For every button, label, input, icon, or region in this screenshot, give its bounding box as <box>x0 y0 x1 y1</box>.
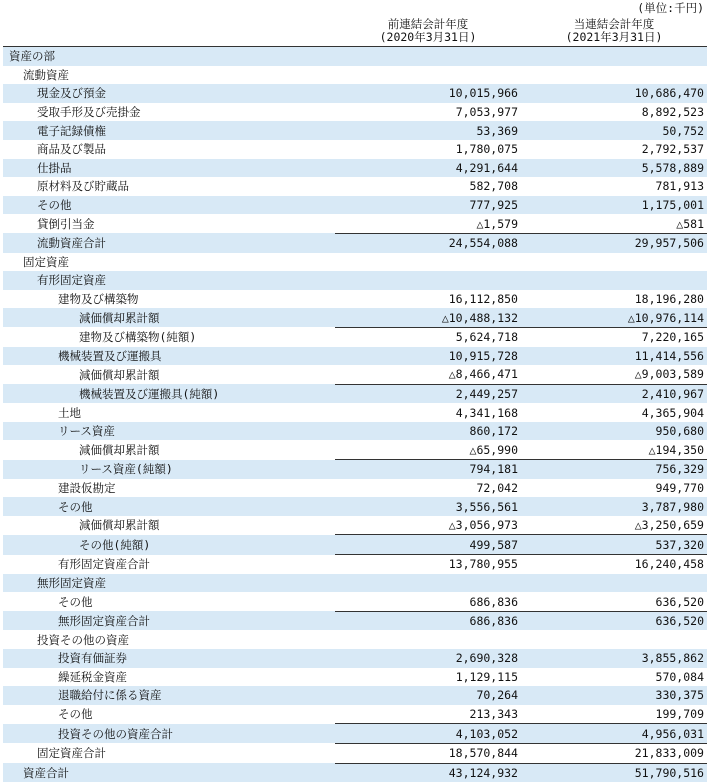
prior-year-value: 2,690,328 <box>335 649 521 668</box>
label-column-header <box>3 16 335 47</box>
prior-year-value: 1,780,075 <box>335 140 521 159</box>
table-row <box>3 253 707 272</box>
table-row <box>3 460 707 479</box>
current-year-value: 7,220,165 <box>521 327 707 346</box>
prior-year-value: 10,915,728 <box>335 347 521 366</box>
table-row <box>3 630 707 649</box>
row-label: 受取手形及び売掛金 <box>3 103 335 122</box>
row-label: 資産の部 <box>3 47 335 66</box>
row-label: 流動資産合計 <box>3 233 335 252</box>
table-row <box>3 724 707 744</box>
current-year-value: 570,084 <box>521 668 707 687</box>
prior-year-value: 70,264 <box>335 686 521 705</box>
prior-year-value: 18,570,844 <box>335 743 521 763</box>
row-label: 減価償却累計額 <box>3 308 335 327</box>
row-label: 有形固定資産合計 <box>3 555 335 574</box>
prior-year-value: 1,129,115 <box>335 668 521 687</box>
current-year-value: 3,855,862 <box>521 649 707 668</box>
table-row <box>3 497 707 516</box>
prior-year-value: 53,369 <box>335 121 521 140</box>
current-year-value: 8,892,523 <box>521 103 707 122</box>
prior-year-value: 72,042 <box>335 479 521 498</box>
row-label: 電子記録債権 <box>3 121 335 140</box>
table-row <box>3 103 707 122</box>
prior-year-value: 3,556,561 <box>335 497 521 516</box>
row-label: その他 <box>3 196 335 215</box>
current-year-value: 16,240,458 <box>521 555 707 574</box>
row-label: 資産合計 <box>3 763 335 782</box>
current-year-value <box>521 271 707 290</box>
current-year-value: 4,956,031 <box>521 724 707 744</box>
current-year-value: 949,770 <box>521 479 707 498</box>
table-row <box>3 705 707 724</box>
row-label: 有形固定資産 <box>3 271 335 290</box>
table-row <box>3 440 707 459</box>
table-row <box>3 159 707 178</box>
table-row <box>3 290 707 309</box>
current-year-value: △3,250,659 <box>521 516 707 535</box>
current-year-value: 4,365,904 <box>521 403 707 422</box>
table-row <box>3 574 707 593</box>
current-year-value: 330,375 <box>521 686 707 705</box>
row-label: その他 <box>3 705 335 724</box>
prior-year-date: (2020年3月31日) <box>335 31 521 44</box>
row-label: 土地 <box>3 403 335 422</box>
current-year-value: 199,709 <box>521 705 707 724</box>
row-label: 減価償却累計額 <box>3 516 335 535</box>
prior-year-value: 686,836 <box>335 611 521 630</box>
row-label: 減価償却累計額 <box>3 365 335 384</box>
current-year-value <box>521 630 707 649</box>
prior-year-value: △65,990 <box>335 440 521 459</box>
current-year-value: △581 <box>521 214 707 233</box>
row-label: 投資その他の資産 <box>3 630 335 649</box>
row-label: 建物及び構築物 <box>3 290 335 309</box>
table-row <box>3 140 707 159</box>
current-year-value: 2,792,537 <box>521 140 707 159</box>
prior-year-value <box>335 253 521 272</box>
current-year-value: △10,976,114 <box>521 308 707 327</box>
prior-year-value: 43,124,932 <box>335 763 521 782</box>
current-year-value: 636,520 <box>521 592 707 611</box>
current-year-value: 3,787,980 <box>521 497 707 516</box>
current-year-date: (2021年3月31日) <box>521 31 707 44</box>
prior-year-title: 前連結会計年度 <box>335 18 521 31</box>
table-row <box>3 47 707 66</box>
prior-year-value: 213,343 <box>335 705 521 724</box>
row-label: 固定資産合計 <box>3 743 335 763</box>
current-year-value <box>521 47 707 66</box>
table-row <box>3 403 707 422</box>
row-label: 仕掛品 <box>3 159 335 178</box>
current-year-title: 当連結会計年度 <box>521 18 707 31</box>
row-label: 建設仮勘定 <box>3 479 335 498</box>
table-row <box>3 535 707 555</box>
table-row <box>3 196 707 215</box>
current-year-value: 950,680 <box>521 422 707 441</box>
table-row <box>3 555 707 574</box>
table-row <box>3 422 707 441</box>
prior-year-value <box>335 271 521 290</box>
current-year-value: 10,686,470 <box>521 84 707 103</box>
current-year-value: 51,790,516 <box>521 763 707 782</box>
prior-year-value: 13,780,955 <box>335 555 521 574</box>
row-label: 無形固定資産合計 <box>3 611 335 630</box>
prior-year-value <box>335 574 521 593</box>
row-label: 減価償却累計額 <box>3 440 335 459</box>
current-year-value: △194,350 <box>521 440 707 459</box>
prior-year-value: 777,925 <box>335 196 521 215</box>
table-row <box>3 84 707 103</box>
table-row <box>3 66 707 85</box>
row-label: リース資産(純額) <box>3 460 335 479</box>
current-year-value: 29,957,506 <box>521 233 707 252</box>
prior-year-value: 4,103,052 <box>335 724 521 744</box>
row-label: 機械装置及び運搬具(純額) <box>3 384 335 403</box>
current-year-value: △9,003,589 <box>521 365 707 384</box>
current-year-value: 1,175,001 <box>521 196 707 215</box>
prior-year-value: 4,291,644 <box>335 159 521 178</box>
current-year-value: 50,752 <box>521 121 707 140</box>
prior-year-value: 499,587 <box>335 535 521 555</box>
table-row <box>3 347 707 366</box>
current-year-value <box>521 574 707 593</box>
prior-year-value: △3,056,973 <box>335 516 521 535</box>
current-year-column-header <box>521 16 707 47</box>
prior-year-value: △8,466,471 <box>335 365 521 384</box>
table-row <box>3 668 707 687</box>
table-row <box>3 271 707 290</box>
prior-year-value: 4,341,168 <box>335 403 521 422</box>
row-label: 投資有価証券 <box>3 649 335 668</box>
table-row <box>3 308 707 327</box>
row-label: 無形固定資産 <box>3 574 335 593</box>
row-label: 現金及び預金 <box>3 84 335 103</box>
table-row <box>3 121 707 140</box>
prior-year-value: 7,053,977 <box>335 103 521 122</box>
current-year-value: 18,196,280 <box>521 290 707 309</box>
table-row <box>3 516 707 535</box>
table-row <box>3 177 707 196</box>
row-label: 固定資産 <box>3 253 335 272</box>
row-label: 機械装置及び運搬具 <box>3 347 335 366</box>
prior-year-value: 16,112,850 <box>335 290 521 309</box>
row-label: リース資産 <box>3 422 335 441</box>
table-row <box>3 649 707 668</box>
table-row <box>3 611 707 630</box>
current-year-value <box>521 66 707 85</box>
table-row <box>3 214 707 233</box>
current-year-value: 2,410,967 <box>521 384 707 403</box>
row-label: 原材料及び貯蔵品 <box>3 177 335 196</box>
row-label: その他 <box>3 592 335 611</box>
current-year-value: 21,833,009 <box>521 743 707 763</box>
row-label: 貸倒引当金 <box>3 214 335 233</box>
prior-year-value: 860,172 <box>335 422 521 441</box>
table-row <box>3 384 707 403</box>
row-label: 投資その他の資産合計 <box>3 724 335 744</box>
current-year-value: 5,578,889 <box>521 159 707 178</box>
prior-year-value <box>335 66 521 85</box>
current-year-value: 636,520 <box>521 611 707 630</box>
header-row <box>3 16 707 47</box>
table-row <box>3 592 707 611</box>
current-year-value: 781,913 <box>521 177 707 196</box>
balance-sheet-table <box>3 16 707 782</box>
table-row <box>3 365 707 384</box>
prior-year-value: 2,449,257 <box>335 384 521 403</box>
unit-label: (単位:千円) <box>637 0 704 16</box>
current-year-value <box>521 253 707 272</box>
table-row <box>3 327 707 346</box>
current-year-value: 537,320 <box>521 535 707 555</box>
row-label: その他(純額) <box>3 535 335 555</box>
row-label: その他 <box>3 497 335 516</box>
row-label: 退職給付に係る資産 <box>3 686 335 705</box>
table-row <box>3 763 707 782</box>
table-row <box>3 686 707 705</box>
row-label: 繰延税金資産 <box>3 668 335 687</box>
prior-year-value: 582,708 <box>335 177 521 196</box>
row-label: 商品及び製品 <box>3 140 335 159</box>
prior-year-value: 794,181 <box>335 460 521 479</box>
prior-year-value: 10,015,966 <box>335 84 521 103</box>
prior-year-value: 24,554,088 <box>335 233 521 252</box>
row-label: 流動資産 <box>3 66 335 85</box>
prior-year-value <box>335 630 521 649</box>
current-year-value: 11,414,556 <box>521 347 707 366</box>
table-row <box>3 233 707 252</box>
row-label: 建物及び構築物(純額) <box>3 327 335 346</box>
prior-year-value: 686,836 <box>335 592 521 611</box>
prior-year-value <box>335 47 521 66</box>
prior-year-column-header <box>335 16 521 47</box>
current-year-value: 756,329 <box>521 460 707 479</box>
table-row <box>3 743 707 763</box>
table-row <box>3 479 707 498</box>
table-body <box>3 47 707 782</box>
prior-year-value: △10,488,132 <box>335 308 521 327</box>
prior-year-value: 5,624,718 <box>335 327 521 346</box>
prior-year-value: △1,579 <box>335 214 521 233</box>
